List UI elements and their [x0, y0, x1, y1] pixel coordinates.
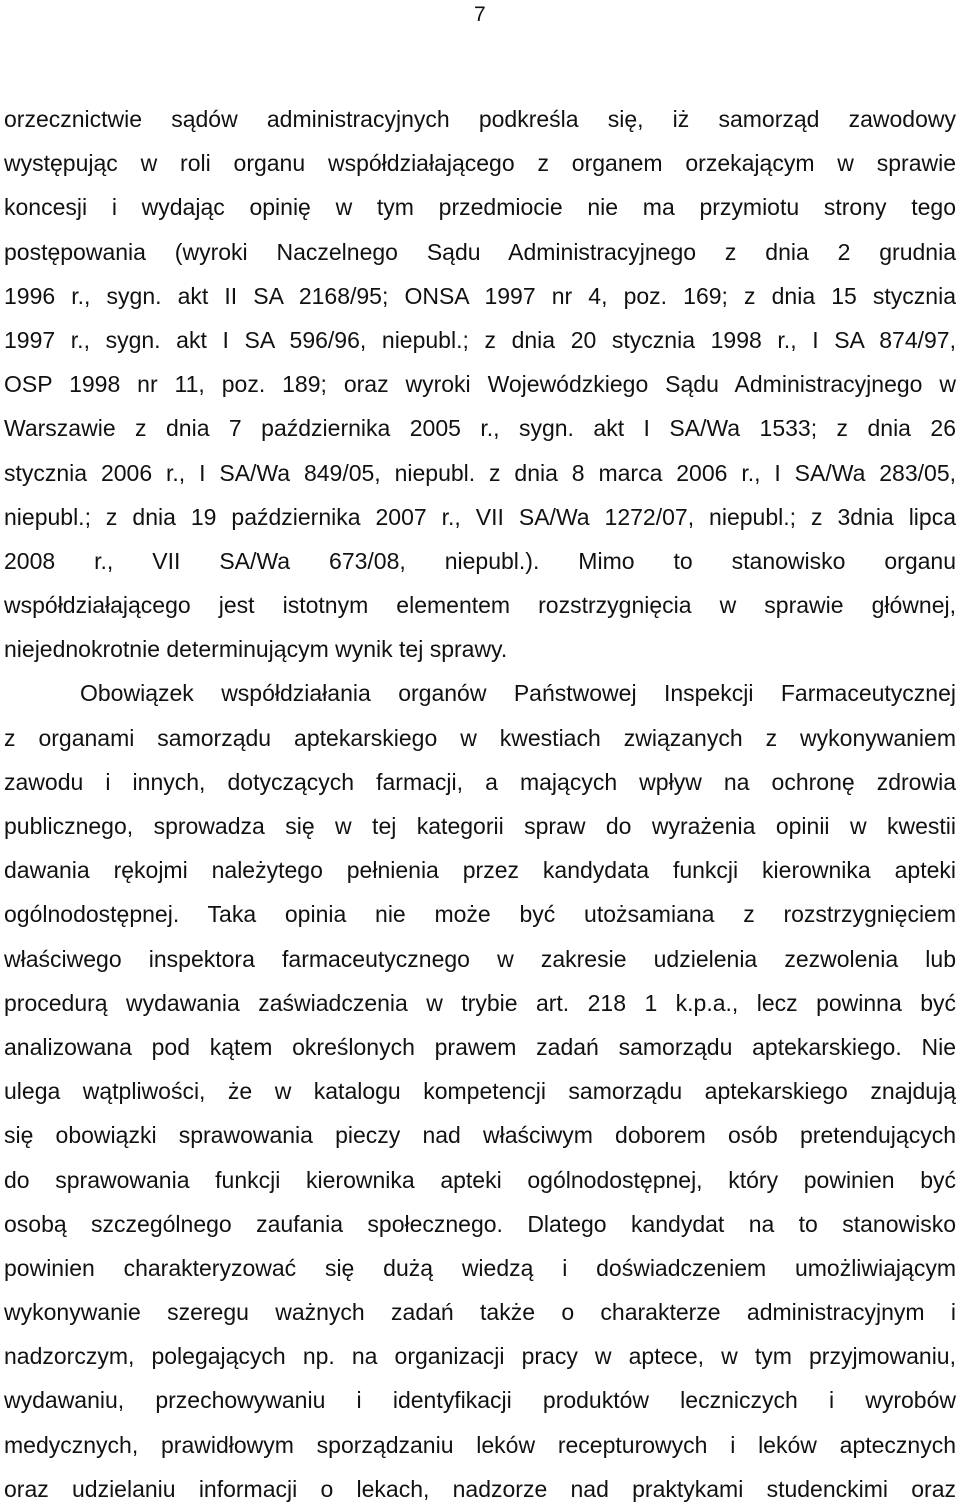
text-line: się obowiązki sprawowania pieczy nad właściwym doborem osób pretendujących	[4, 1122, 956, 1149]
text-line: współdziałającego jest istotnym elementem rozstrzygnięcia w sprawie głównej,	[4, 592, 956, 619]
text-line: występując w roli organu współdziałającego z organem orzekającym w sprawie	[4, 150, 956, 177]
text-line: OSP 1998 nr 11, poz. 189; oraz wyroki Wojewódzkiego Sądu Administracyjnego w	[4, 371, 956, 398]
document-body	[4, 97, 956, 1511]
text-line: orzecznictwie sądów administracyjnych podkreśla się, iż samorząd zawodowy	[4, 106, 956, 132]
page-number: 7	[474, 3, 486, 26]
text-line: wykonywanie szeregu ważnych zadań także o charakterze administracyjnym i	[4, 1299, 956, 1326]
text-line: 1997 r., sygn. akt I SA 596/96, niepubl.; z dnia 20 stycznia 1998 r., I SA 874/97,	[4, 326, 956, 353]
text-line: z organami samorządu aptekarskiego w kwestiach związanych z wykonywaniem	[4, 724, 956, 751]
text-line: osobą szczególnego zaufania społecznego. Dlatego kandydat na to stanowisko	[4, 1210, 956, 1237]
text-line: właściwego inspektora farmaceutycznego w zakresie udzielenia zezwolenia lub	[4, 945, 956, 972]
text-line: stycznia 2006 r., I SA/Wa 849/05, niepubl. z dnia 8 marca 2006 r., I SA/Wa 283/05,	[4, 459, 956, 486]
text-line: wydawaniu, przechowywaniu i identyfikacji produktów leczniczych i wyrobów	[4, 1387, 956, 1414]
text-line: niepubl.; z dnia 19 października 2007 r., VII SA/Wa 1272/07, niepubl.; z 3dnia lipca	[4, 503, 956, 530]
paragraph-cooperation-duty	[4, 671, 956, 1511]
text-line: ogólnodostępnej. Taka opinia nie może być utożsamiana z rozstrzygnięciem	[4, 901, 956, 928]
text-line: Obowiązek współdziałania organów Państwowej Inspekcji Farmaceutycznej	[80, 680, 956, 707]
text-line: Warszawie z dnia 7 października 2005 r., sygn. akt I SA/Wa 1533; z dnia 26	[4, 415, 956, 442]
text-line: medycznych, prawidłowym sporządzaniu leków recepturowych i leków aptecznych	[4, 1431, 956, 1458]
text-line: ulega wątpliwości, że w katalogu kompetencji samorządu aptekarskiego znajdują	[4, 1078, 956, 1105]
text-line: koncesji i wydając opinię w tym przedmiocie nie ma przymiotu strony tego	[4, 194, 956, 221]
text-line: niejednokrotnie determinującym wynik tej sprawy.	[4, 636, 508, 663]
text-line: powinien charakteryzować się dużą wiedzą i doświadczeniem umożliwiającym	[4, 1254, 956, 1281]
text-line: dawania rękojmi należytego pełnienia przez kandydata funkcji kierownika apteki	[4, 857, 956, 884]
text-line: postępowania (wyroki Naczelnego Sądu Administracyjnego z dnia 2 grudnia	[4, 238, 956, 265]
text-line: nadzorczym, polegających np. na organizacji pracy w aptece, w tym przyjmowaniu,	[4, 1343, 956, 1370]
text-line: zawodu i innych, dotyczących farmacji, a mających wpływ na ochronę zdrowia	[4, 768, 956, 795]
text-line: 2008 r., VII SA/Wa 673/08, niepubl.). Mimo to stanowisko organu	[4, 547, 956, 574]
text-line: oraz udzielaniu informacji o lekach, nadzorze nad praktykami studenckimi oraz	[4, 1475, 956, 1502]
text-line: publicznego, sprowadza się w tej kategorii spraw do wyrażenia opinii w kwestii	[4, 813, 956, 839]
paragraph-case-law	[4, 97, 956, 671]
text-line: 1996 r., sygn. akt II SA 2168/95; ONSA 1997 nr 4, poz. 169; z dnia 15 stycznia	[4, 282, 956, 309]
text-line: procedurą wydawania zaświadczenia w trybie art. 218 1 k.p.a., lecz powinna być	[4, 989, 956, 1016]
text-line: analizowana pod kątem określonych prawem zadań samorządu aptekarskiego. Nie	[4, 1033, 956, 1060]
text-line: do sprawowania funkcji kierownika apteki ogólnodostępnej, który powinien być	[4, 1166, 956, 1193]
